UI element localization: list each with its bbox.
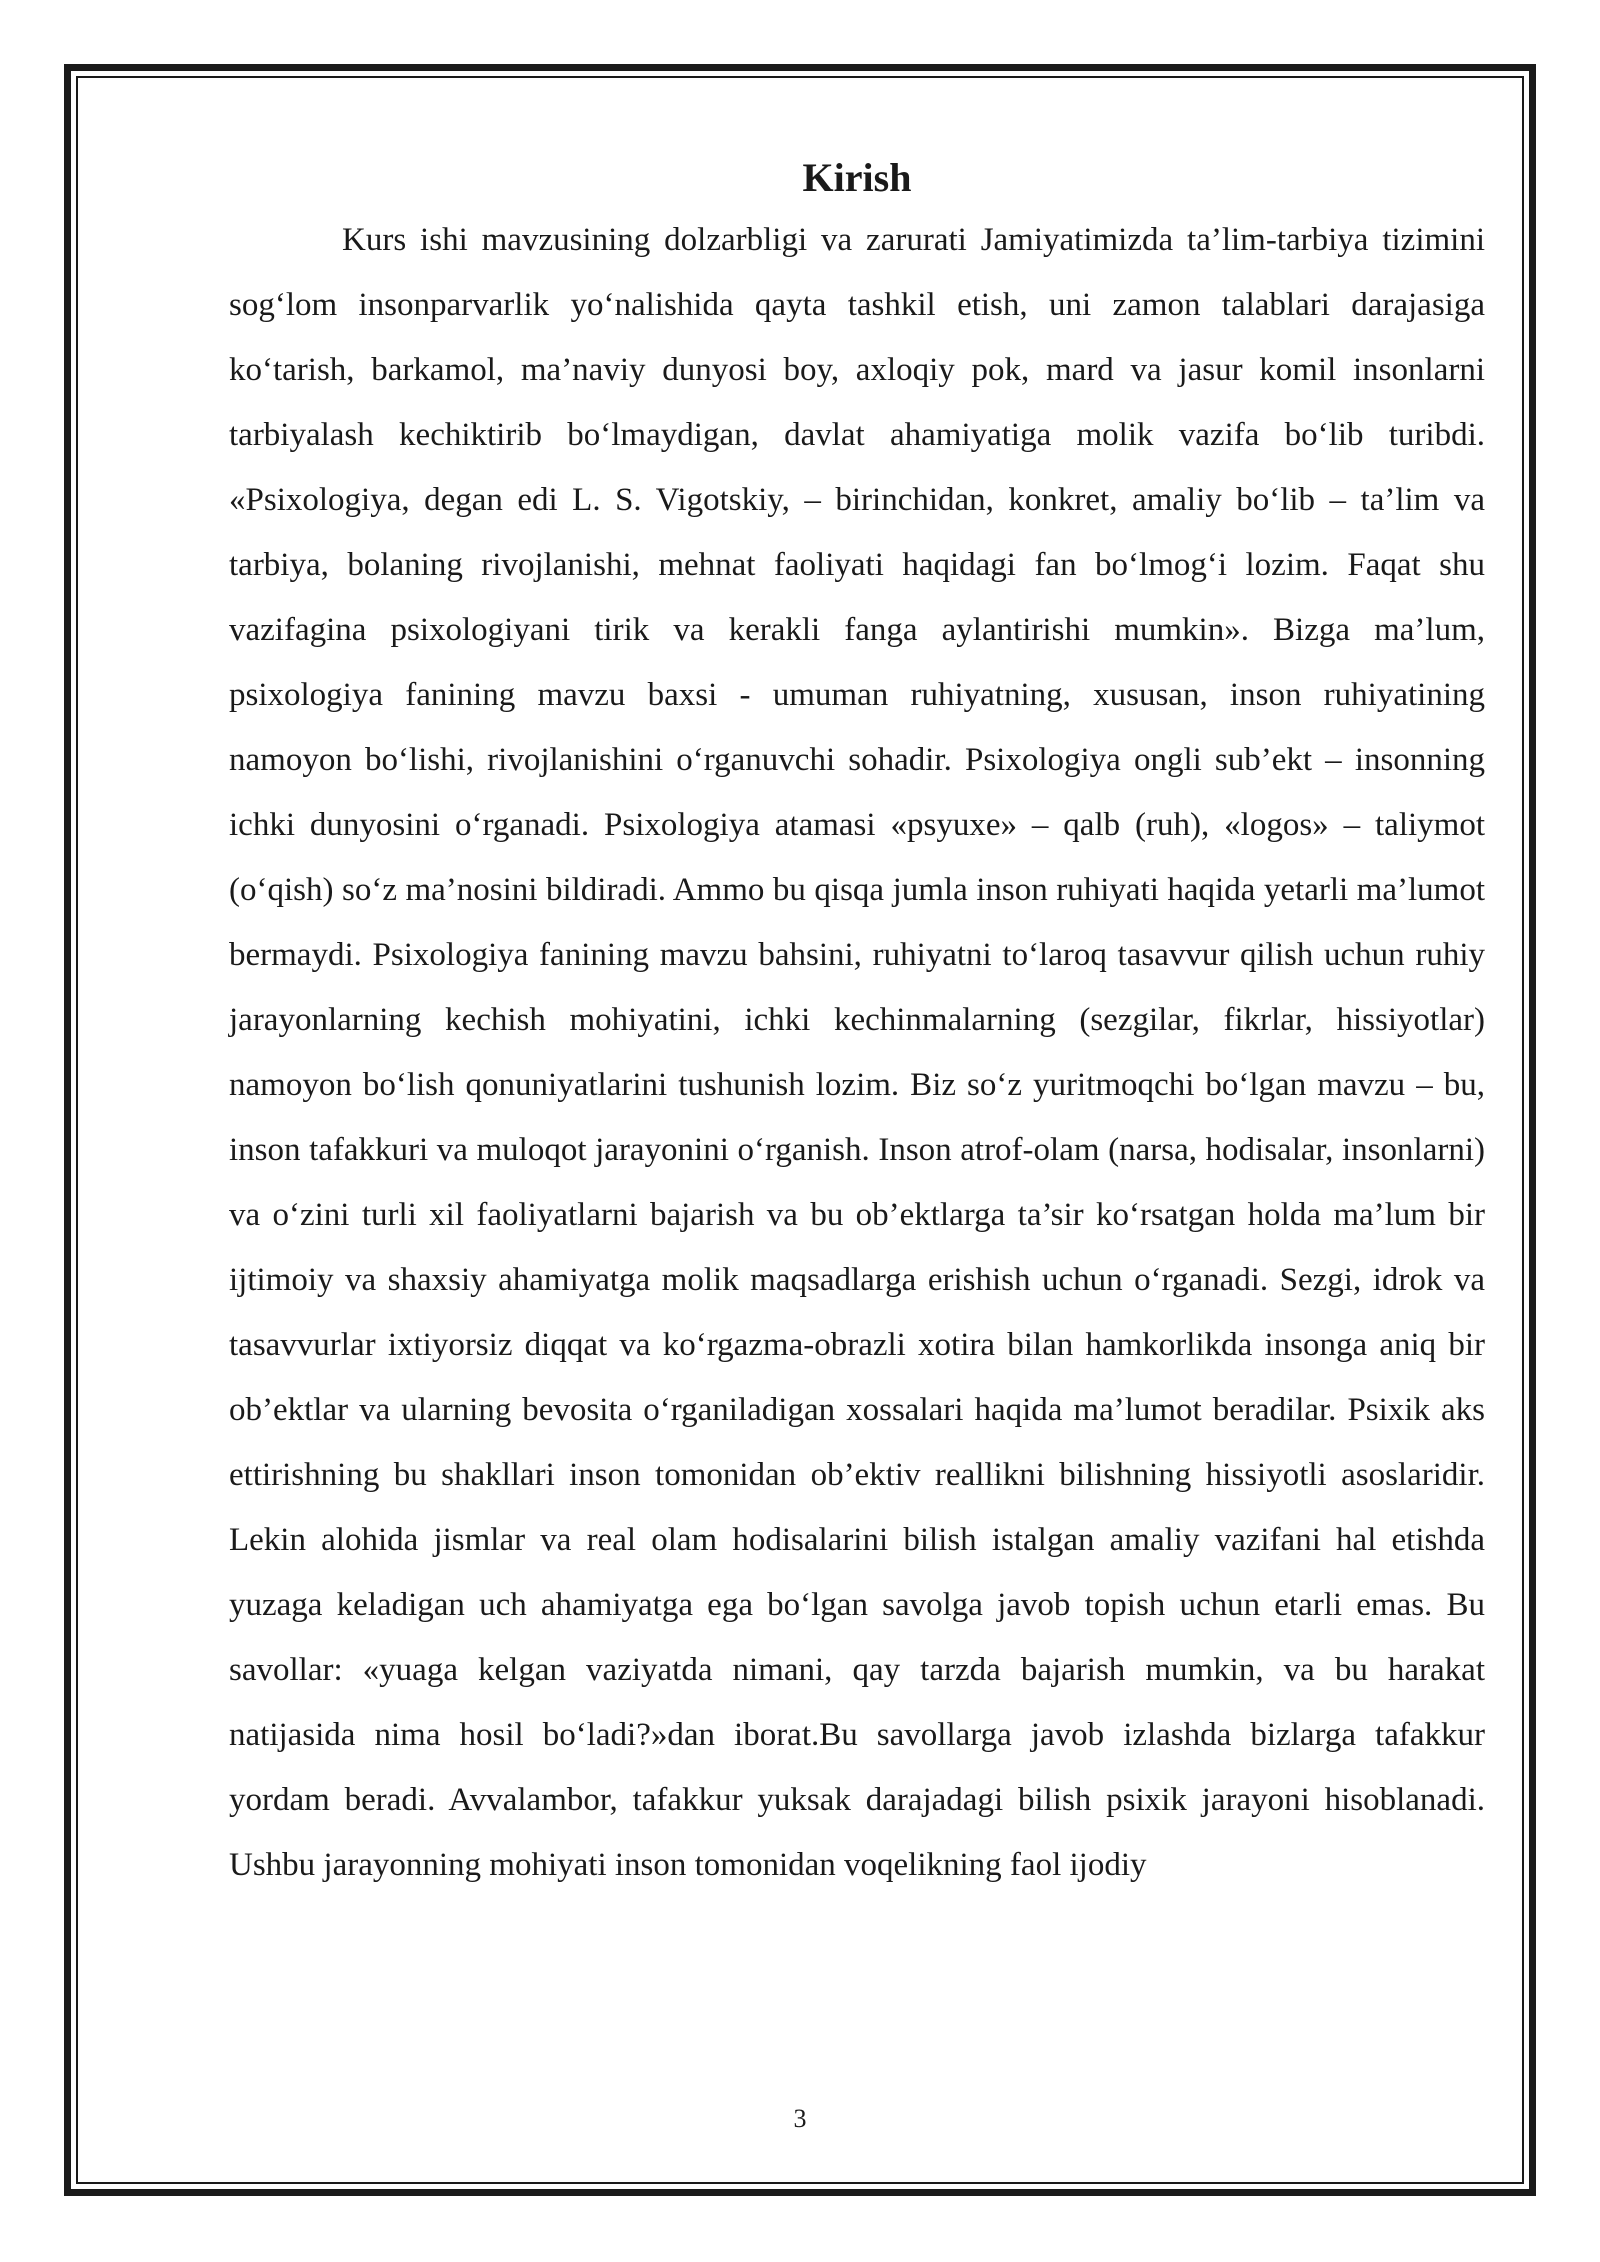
page-number: 3 [793,2104,807,2133]
section-title: Kirish [802,155,912,200]
page-content [229,148,1485,1898]
body-paragraph: Kurs ishi mavzusining dolzarbligi va zarurati Jamiyatimizda ta’lim-tarbiya tizimini sog‘lom insonparvarlik yo‘nalishida qayta tashkil etish, uni zamon talablari darajasiga ko‘tarish, barkamol, ma’naviy dunyosi boy, axloqiy pok, mard va jasur komil insonlarni tarbiyalash kechiktirib bo‘lmaydigan, davlat ahamiyatiga molik vazifa bo‘lib turibdi. «Psixologiya, degan edi L. S. Vigotskiy, – birinchidan, konkret, amaliy bo‘lib – ta’lim va tarbiya, bolaning rivojlanishi, mehnat faoliyati haqidagi fan bo‘lmog‘i lozim. Faqat shu vazifagina psixologiyani tirik va kerakli fanga aylantirishi mumkin». Bizga ma’lum, psixologiya fanining mavzu baxsi - umuman ruhiyatning, xususan, inson ruhiyatining namoyon bo‘lishi, rivojlanishini o‘rganuvchi sohadir. Psixologiya ongli sub’ekt – insonning ichki dunyosini o‘rganadi. Psixologiya atamasi «psyuxe» – qalb (ruh), «logos» – taliymot (o‘qish) so‘z ma’nosini bildiradi. Ammo bu qisqa jumla inson ruhiyati haqida yetarli ma’lumot bermaydi. Psixologiya fanining mavzu bahsini, ruhiyatni to‘laroq tasavvur qilish uchun ruhiy jarayonlarning kechish mohiyatini, ichki kechinmalarning (sezgilar, fikrlar, hissiyotlar) namoyon bo‘lish qonuniyatlarini tushunish lozim. Biz so‘z yuritmoqchi bo‘lgan mavzu – bu, inson tafakkuri va muloqot jarayonini o‘rganish. Inson atrof-olam (narsa, hodisalar, insonlarni) va o‘zini turli xil faoliyatlarni bajarish va bu ob’ektlarga ta’sir ko‘rsatgan holda ma’lum bir ijtimoiy va shaxsiy ahamiyatga molik maqsadlarga erishish uchun o‘rganadi. Sezgi, idrok va tasavvurlar ixtiyorsiz diqqat va ko‘rgazma-obrazli xotira bilan hamkorlikda insonga aniq bir ob’ektlar va ularning bevosita o‘rganiladigan xossalari haqida ma’lumot beradilar. Psixik aks ettirishning bu shakllari inson tomonidan ob’ektiv reallikni bilishning hissiyotli asoslaridir. Lekin alohida jismlar va real olam hodisalarini bilish istalgan amaliy vazifani hal etishda yuzaga keladigan uch ahamiyatga ega bo‘lgan savolga javob topish uchun etarli emas. Bu savollar: «yuaga kelgan vaziyatda nimani, qay tarzda bajarish mumkin, va bu harakat natijasida nima hosil bo‘ladi?»dan iborat.Bu savollarga javob izlashda bizlarga tafakkur yordam beradi. Avvalambor, tafakkur yuksak darajadagi bilish psixik jarayoni hisoblanadi. Ushbu jarayonning mohiyati inson tomonidan voqelikning faol ijodiy [229,222,1485,1883]
